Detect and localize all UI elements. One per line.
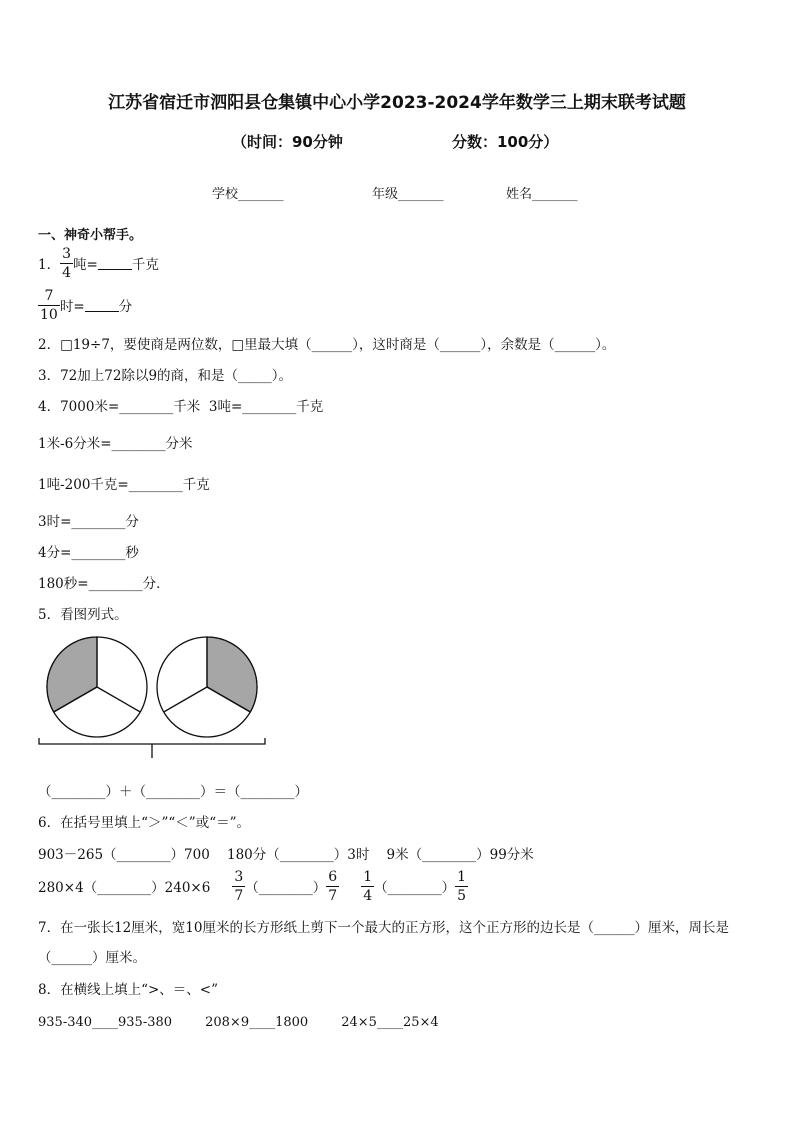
section-heading: 一、神奇小帮手。: [38, 228, 143, 243]
question-3: 3．72加上72除以9的商，和是（_____）。: [38, 368, 293, 384]
exam-time: （时间：90分钟: [232, 133, 343, 151]
answer-blank[interactable]: [85, 299, 119, 312]
right-circle: [157, 637, 257, 737]
question-1b: $\frac{7}{10}$ 时= 分: [40, 287, 133, 323]
question-2: 2．□19÷7，要使商是两位数，□里最大填（______），这时商是（______），余数是（______）。: [38, 337, 616, 353]
question-6: 6．在括号里填上“＞”“＜”或“＝”。: [38, 815, 250, 831]
fraction: $\frac{1}{4}$: [363, 868, 373, 904]
school-field[interactable]: 学校_______: [212, 187, 284, 202]
question-7-line1: 7．在一张长12厘米，宽10厘米的长方形纸上剪下一个最大的正方形，这个正方形的边长是（______）厘米，周长是: [38, 920, 729, 936]
question-4g: 180秒=________分．: [38, 576, 170, 592]
exam-score: 分数：100分）: [452, 133, 559, 151]
question-4e: 3时=________分: [38, 514, 139, 530]
left-circle: [47, 637, 147, 737]
fraction: $\frac{1}{5}$: [457, 868, 467, 904]
answer-paren[interactable]: （________）: [245, 880, 327, 896]
answer-paren[interactable]: （________）: [374, 880, 456, 896]
question-6-row2: 280×4（________）240×6 $\frac{3}{7}$ （________） $\frac{6}{7}$ $\frac{1}{4}$ （________） $\frac{1}{5}$: [38, 868, 467, 904]
fraction: $\frac{3}{7}$: [234, 868, 244, 904]
fraction: $\frac{6}{7}$: [328, 868, 338, 904]
question-5: 5．看图列式。: [38, 607, 128, 623]
question-4d: 1吨-200千克=________千克: [38, 477, 210, 493]
question-8-items: 935-340____935-380 208×9____1800 24×5____25×4: [38, 1015, 439, 1030]
fraction: $\frac{3}{4}$: [62, 245, 72, 281]
question-7-line2: （______）厘米。: [38, 950, 146, 966]
question-4a: 4．7000米=________千米 3吨=________千克: [38, 399, 324, 415]
name-field[interactable]: 姓名_______: [506, 187, 578, 202]
page-title: 江苏省宿迁市泗阳县仓集镇中心小学2023-2024学年数学三上期末联考试题: [108, 93, 686, 113]
question-1a: 1． $\frac{3}{4}$ 吨= 千克: [38, 245, 159, 281]
question-number: 1．: [38, 257, 61, 273]
brace: [39, 738, 265, 758]
question-6-row1: 903－265（________）700 180分（________）3时 9米（________）99分米: [38, 847, 534, 863]
pie-figure: [30, 630, 275, 765]
question-4f: 4分=________秒: [38, 545, 139, 561]
answer-blank[interactable]: [98, 257, 132, 270]
grade-field[interactable]: 年级_______: [372, 187, 444, 202]
question-8: 8．在横线上填上“>、＝、<”: [38, 982, 219, 998]
question-4c: 1米-6分米=________分米: [38, 436, 193, 452]
fraction: $\frac{7}{10}$: [40, 287, 58, 323]
question-5-formula[interactable]: （________）＋（________）＝（________）: [38, 784, 308, 800]
